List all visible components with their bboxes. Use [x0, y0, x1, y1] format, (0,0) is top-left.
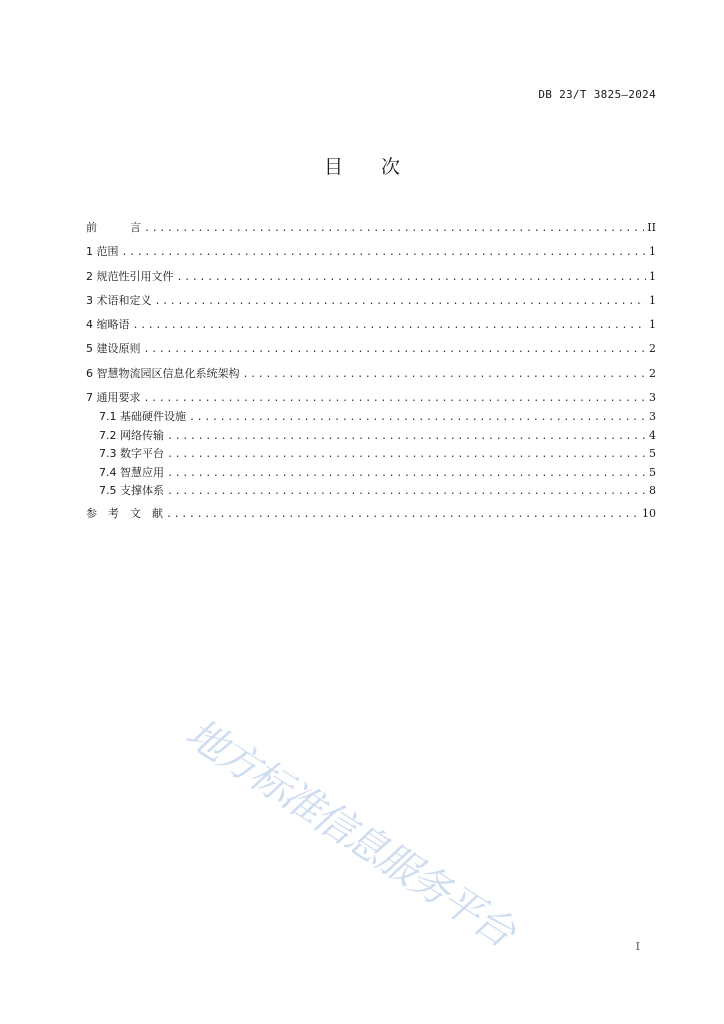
toc-entry-construction-principles[interactable] — [86, 340, 656, 364]
toc-entry-page: II — [647, 221, 656, 234]
table-of-contents — [86, 219, 656, 530]
toc-leader-dots — [189, 409, 646, 427]
toc-entry-abbreviations[interactable] — [86, 316, 656, 340]
toc-title-char-2: 次 — [381, 156, 401, 178]
toc-leader-dots — [144, 390, 647, 408]
toc-leader-dots — [177, 269, 647, 287]
toc-entry-page: 4 — [649, 428, 656, 442]
toc-entry-network-transmission[interactable] — [86, 427, 656, 445]
toc-entry-label: 7.1 基础硬件设施 — [99, 410, 186, 424]
toc-entry-page: 2 — [649, 366, 656, 380]
toc-entry-label: 2 规范性引用文件 — [86, 269, 174, 283]
toc-entry-foreword[interactable] — [86, 219, 656, 243]
toc-leader-dots — [166, 506, 639, 524]
toc-entry-label: 前 言 — [86, 221, 141, 234]
toc-entry-label: 3 术语和定义 — [86, 293, 152, 307]
toc-leader-dots — [155, 293, 647, 311]
toc-leader-dots — [144, 220, 644, 238]
toc-entry-system-architecture[interactable] — [86, 365, 656, 389]
toc-entry-label: 7 通用要求 — [86, 391, 141, 405]
toc-leader-dots — [243, 366, 647, 384]
toc-title — [0, 152, 724, 179]
toc-entry-page: 1 — [649, 269, 656, 283]
toc-leader-dots — [167, 446, 646, 464]
watermark: 地方标准信息服务平台 — [177, 710, 522, 956]
toc-leader-dots — [167, 428, 646, 446]
toc-entry-label: 6 智慧物流园区信息化系统架构 — [86, 366, 240, 380]
toc-entry-page: 1 — [649, 293, 656, 307]
toc-entry-page: 2 — [649, 342, 656, 356]
toc-entry-page: 5 — [649, 465, 656, 479]
toc-entry-scope[interactable] — [86, 243, 656, 267]
page-number: I — [635, 940, 640, 953]
toc-entry-bibliography[interactable] — [86, 505, 656, 529]
toc-leader-dots — [167, 483, 646, 501]
toc-entry-page: 10 — [642, 507, 656, 521]
toc-entry-label: 4 缩略语 — [86, 318, 130, 332]
toc-entry-page: 3 — [649, 410, 656, 424]
toc-entry-hardware-infrastructure[interactable] — [86, 408, 656, 426]
toc-entry-page: 1 — [649, 245, 656, 259]
toc-entry-page: 8 — [649, 483, 656, 497]
toc-entry-normative-references[interactable] — [86, 268, 656, 292]
toc-entry-label: 5 建设原则 — [86, 342, 141, 356]
toc-entry-digital-platform[interactable] — [86, 445, 656, 463]
toc-entry-label: 1 范围 — [86, 245, 119, 259]
toc-leader-dots — [144, 341, 647, 359]
toc-entry-label: 7.5 支撑体系 — [99, 483, 164, 497]
toc-entry-page: 3 — [649, 391, 656, 405]
toc-entry-label: 7.2 网络传输 — [99, 428, 164, 442]
toc-entry-label: 参 考 文 献 — [86, 507, 163, 521]
toc-entry-terms-definitions[interactable] — [86, 292, 656, 316]
toc-entry-page: 5 — [649, 447, 656, 461]
document-code: DB 23/T 3825—2024 — [538, 88, 656, 101]
toc-leader-dots — [133, 317, 647, 335]
toc-leader-dots — [167, 465, 646, 483]
toc-entry-label: 7.3 数字平台 — [99, 447, 164, 461]
toc-title-char-1: 目 — [323, 156, 343, 178]
toc-entry-smart-applications[interactable] — [86, 464, 656, 482]
toc-entry-support-system[interactable] — [86, 482, 656, 500]
toc-entry-page: 1 — [649, 318, 656, 332]
toc-entry-label: 7.4 智慧应用 — [99, 465, 164, 479]
toc-leader-dots — [122, 244, 647, 262]
